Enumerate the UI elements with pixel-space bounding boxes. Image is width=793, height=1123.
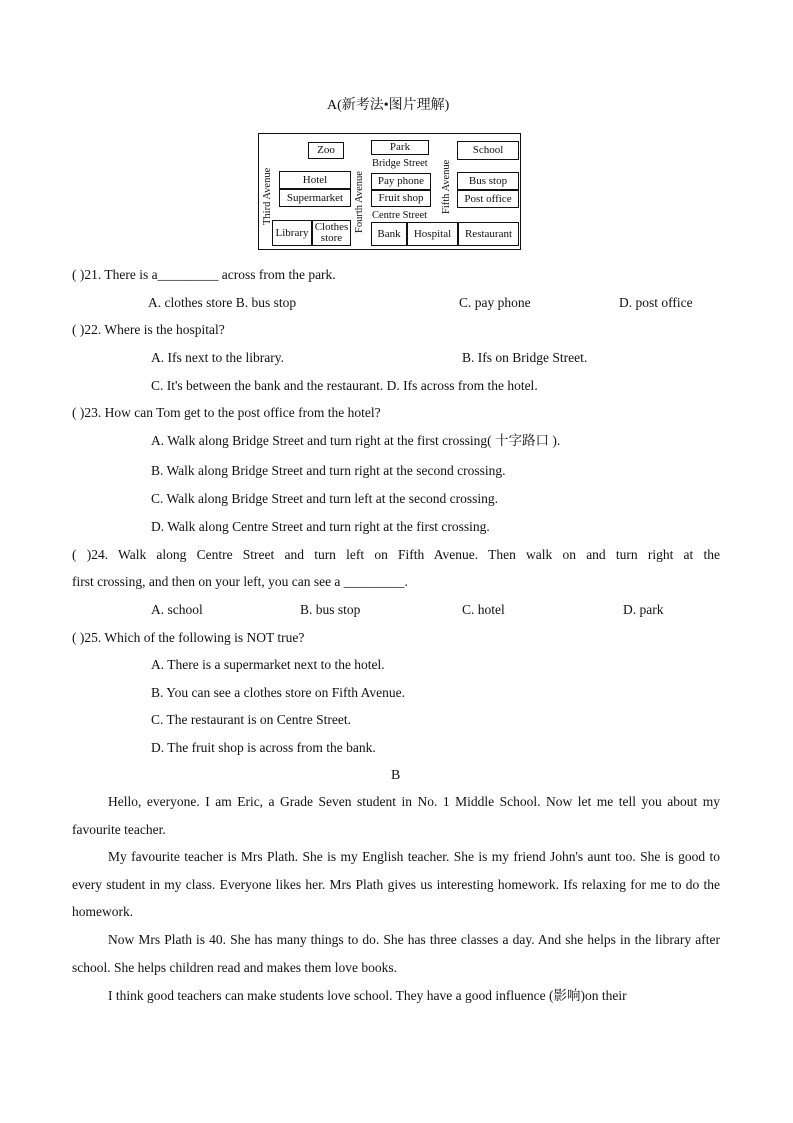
q21-option-c: C. pay phone [459, 295, 531, 310]
q23-option-a: A. Walk along Bridge Street and turn right at the first crossing( 十字路口 ). [151, 433, 561, 448]
question-25: ( )25. Which of the following is NOT true? [72, 630, 305, 645]
map-fourth-avenue: Fourth Avenue [354, 171, 365, 233]
q24-option-b: B. bus stop [300, 602, 361, 617]
map-bank: Bank [371, 222, 407, 246]
map-third-avenue: Third Avenue [262, 167, 273, 225]
q21-option-d: D. post office [619, 295, 693, 310]
q23-option-b: B. Walk along Bridge Street and turn right at the second crossing. [151, 463, 506, 478]
map-hospital: Hospital [407, 222, 458, 246]
map-school: School [457, 141, 519, 160]
q22-option-a: A. Ifs next to the library. [151, 350, 284, 365]
q25-option-b: B. You can see a clothes store on Fifth Avenue. [151, 685, 405, 700]
q24-option-d: D. park [623, 602, 664, 617]
question-21: ( )21. There is a_________ across from the park. [72, 267, 336, 282]
map-pay-phone: Pay phone [371, 173, 431, 190]
map-fruit-shop: Fruit shop [371, 190, 431, 207]
map-hotel: Hotel [279, 171, 351, 189]
passage-paragraph-1: Hello, everyone. I am Eric, a Grade Seven student in No. 1 Middle School. Now let me tell you about my favourite teacher. [72, 794, 720, 837]
map-post-office: Post office [457, 190, 519, 208]
map-store-label: store [320, 232, 343, 244]
q25-option-a: A. There is a supermarket next to the hotel. [151, 657, 385, 672]
map-restaurant: Restaurant [458, 222, 519, 246]
map-zoo: Zoo [308, 142, 344, 159]
q24-option-c: C. hotel [462, 602, 505, 617]
map-clothes-label: Clothes [314, 221, 349, 233]
map-park: Park [371, 140, 429, 155]
q24-option-a: A. school [151, 602, 203, 617]
passage-paragraph-2: My favourite teacher is Mrs Plath. She is my English teacher. She is my friend John's aunt too. She is good to every student in my class. Everyone likes her. Mrs Plath gives us interesting homework. Ifs relaxing for me to do the homework. [72, 849, 720, 920]
passage-paragraph-4: I think good teachers can make students love school. They have a good influence (影响)on their [108, 988, 627, 1003]
passage-paragraph-3: Now Mrs Plath is 40. She has many things to do. She has three classes a day. And she helps in the library after school. She helps children read and makes them love books. [72, 932, 720, 975]
street-map [258, 133, 521, 250]
q22-option-cd: C. It's between the bank and the restaurant. D. Ifs across from the hotel. [151, 378, 538, 393]
map-clothes-store [312, 220, 351, 246]
question-24-continued: first crossing, and then on your left, you can see a _________. [72, 574, 408, 589]
map-bus-stop: Bus stop [457, 172, 519, 190]
q21-option-ab: A. clothes store B. bus stop [148, 295, 297, 310]
q22-option-b: B. Ifs on Bridge Street. [462, 350, 588, 365]
q25-option-c: C. The restaurant is on Centre Street. [151, 712, 351, 727]
section-a-title: A(新考法•图片理解) [327, 98, 450, 113]
q23-option-d: D. Walk along Centre Street and turn right at the first crossing. [151, 519, 490, 534]
question-24: ( )24. Walk along Centre Street and turn left on Fifth Avenue. Then walk on and turn right at the [72, 547, 720, 562]
map-centre-street: Centre Street [372, 210, 428, 221]
map-library: Library [272, 220, 312, 246]
q25-option-d: D. The fruit shop is across from the bank. [151, 740, 376, 755]
map-bridge-street: Bridge Street [372, 158, 428, 169]
q23-option-c: C. Walk along Bridge Street and turn left at the second crossing. [151, 491, 498, 506]
map-supermarket: Supermarket [279, 189, 351, 207]
map-fifth-avenue: Fifth Avenue [441, 159, 452, 214]
question-23: ( )23. How can Tom get to the post office from the hotel? [72, 405, 381, 420]
question-22: ( )22. Where is the hospital? [72, 322, 225, 337]
section-b-title: B [391, 768, 401, 783]
